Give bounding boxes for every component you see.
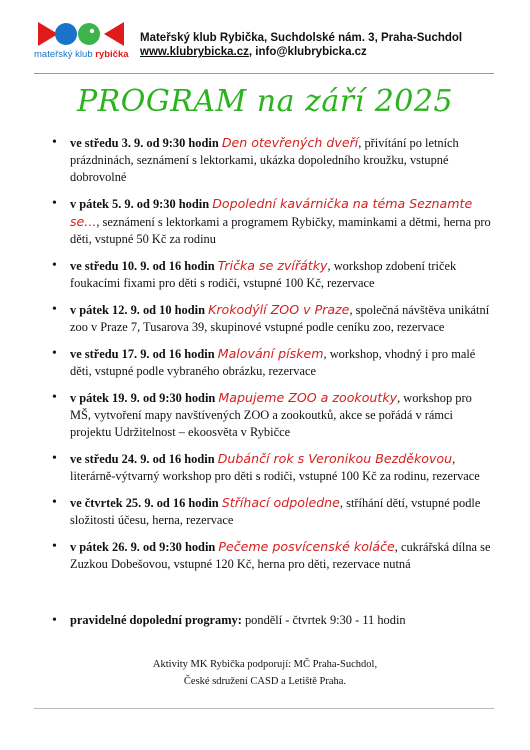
event-description: , workshop, vhodný i pro malé děti, vstupné podle vybraného obrázku, rezervace: [70, 347, 476, 378]
sponsors-line-1: Aktivity MK Rybička podporují: MČ Praha-Suchdol,: [152, 659, 378, 670]
event-date: v pátek 19. 9. od 9:30 hodin: [70, 391, 216, 405]
event-item: [52, 494, 492, 529]
event-item: [52, 345, 492, 380]
event-date: v pátek 26. 9. od 9:30 hodin: [70, 540, 216, 554]
event-date: ve středu 24. 9. od 16 hodin: [70, 452, 215, 466]
page-title: PROGRAM na září 2025: [76, 84, 454, 119]
event-description: , cukrářská dílna se Zuzkou Dobešovou, vstupné 120 Kč, herna pro děti, rezervace nutná: [70, 540, 491, 571]
event-name: Den otevřených dveří: [221, 135, 359, 150]
event-description: , stříhání dětí, vstupné podle složitosti účesu, herna, rezervace: [70, 496, 481, 527]
event-item: [52, 195, 492, 248]
event-name: Malování pískem: [217, 346, 324, 361]
event-description: , literárně-výtvarný workshop pro děti s rodiči, vstupné 100 Kč za rodinu, rezervace: [70, 452, 480, 483]
event-description: , workshop pro MŠ, vytvoření mapy navštívených ZOO a zookoutků, akce se pořádá v rámci projektu Udržitelnost – ekoosvěta v Rybičce: [70, 391, 472, 439]
event-date: v pátek 12. 9. od 10 hodin: [70, 303, 205, 317]
club-address: Mateřský klub Rybička, Suchdolské nám. 3, Praha-Suchdol: [140, 32, 463, 44]
event-item: [52, 257, 492, 292]
event-description: , společná návštěva unikátní zoo v Praze 7, Tusarova 39, skupinové vstupné podle ceníku zoo, rezervace: [70, 303, 490, 334]
event-date: v pátek 5. 9. od 9:30 hodin: [70, 197, 210, 211]
event-description: , workshop zdobení triček foukacími fixami pro děti s rodiči, vstupné 100 Kč, rezervace: [70, 259, 457, 290]
footer-divider: [34, 708, 494, 709]
event-date: ve středu 17. 9. od 16 hodin: [70, 347, 215, 361]
event-date: ve středu 10. 9. od 16 hodin: [70, 259, 215, 273]
event-item: [52, 450, 492, 485]
regular-programs-value: pondělí - čtvrtek 9:30 - 11 hodin: [241, 613, 406, 627]
event-list: [52, 134, 492, 582]
event-date: ve čtvrtek 25. 9. od 16 hodin: [70, 496, 219, 510]
event-item: [52, 301, 492, 336]
sponsors-line-2: České sdružení CASD a Letiště Praha.: [183, 676, 347, 687]
regular-programs: [52, 612, 492, 629]
header-divider: [34, 73, 494, 74]
event-name: Krokodýlí ZOO v Praze: [208, 302, 350, 317]
regular-programs-label: pravidelné dopolední programy:: [70, 613, 242, 627]
event-item: [52, 389, 492, 441]
email-link[interactable]: info@klubrybicka.cz: [255, 46, 367, 58]
event-date: ve středu 3. 9. od 9:30 hodin: [70, 136, 219, 150]
club-contacts: www.klubrybicka.cz, info@klubrybicka.cz: [140, 46, 367, 58]
logo-wordmark: mateřský klub rybička: [34, 49, 129, 60]
event-name: Dopolední kavárnička na téma Seznamte se...: [70, 196, 473, 229]
event-name: Pečeme posvícenské koláče: [218, 539, 395, 554]
sponsors-footer: [0, 656, 530, 690]
event-description: , seznámení s lektorkami a programem Rybičky, maminkami a dětmi, herna pro děti, vstupné 50 Kč za rodinu: [70, 215, 491, 246]
event-name: Mapujeme ZOO a zookoutky: [218, 390, 398, 405]
event-item: [52, 134, 492, 186]
event-description: , přivítání po letních prázdninách, seznámení s lektorkami, ukázka dopoledního kroužku, vstupné dobrovolné: [70, 136, 459, 184]
event-name: Dubánčí rok s Veronikou Bezděkovou: [217, 451, 453, 466]
website-link[interactable]: www.klubrybicka.cz: [140, 46, 249, 58]
event-name: Trička se zvířátky: [217, 258, 328, 273]
event-item: [52, 538, 492, 573]
event-name: Stříhací odpoledne: [221, 495, 340, 510]
